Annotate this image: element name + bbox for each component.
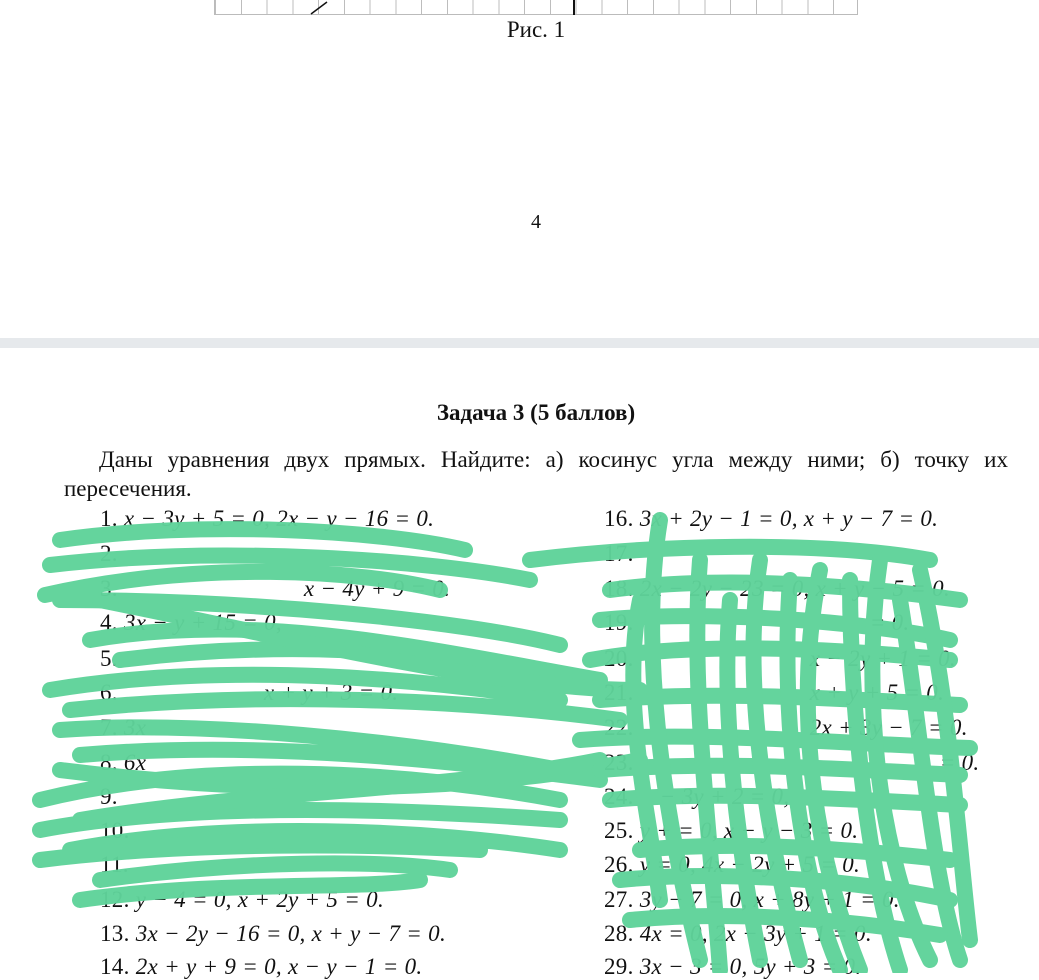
equation-number: 3. bbox=[100, 576, 118, 601]
task-text: Даны уравнения двух прямых. Найдите: а) косинус угла между ними; б) точку их пересечения. bbox=[64, 447, 1008, 501]
current-page bbox=[0, 348, 1039, 979]
equation-item bbox=[100, 750, 146, 776]
equation-number: 17. bbox=[604, 541, 634, 566]
page-separator bbox=[0, 338, 1039, 348]
equation-item bbox=[100, 887, 384, 913]
equation-text: 3x bbox=[123, 715, 147, 740]
equation-text: − 3y + 2 = 0, bbox=[659, 784, 790, 809]
equation-text: y + = 0, x − y − 3 = 0. bbox=[639, 818, 859, 843]
figure-caption: Рис. 1 bbox=[506, 17, 566, 42]
equation-text: 2x − 2y − 23 = 0, x + y − 5 = 0. bbox=[639, 576, 951, 601]
equation-item bbox=[604, 680, 944, 706]
equation-text: x − 2y + 1 = 0. bbox=[809, 646, 956, 671]
equation-number: 12. bbox=[100, 887, 130, 912]
equation-item bbox=[604, 576, 950, 602]
equation-text: x − 3y + 5 = 0, 2x − y − 16 = 0. bbox=[123, 506, 435, 531]
equation-item bbox=[100, 852, 129, 878]
equation-number: 6. bbox=[100, 680, 118, 705]
equation-item bbox=[604, 610, 909, 636]
equation-item bbox=[100, 784, 118, 810]
equation-text: = 0. bbox=[939, 750, 980, 775]
equation-item bbox=[100, 680, 398, 706]
equation-item bbox=[100, 646, 118, 672]
equation-number: 16. bbox=[604, 506, 634, 531]
equation-item bbox=[100, 576, 450, 602]
equation-number: 25. bbox=[604, 818, 634, 843]
equation-item bbox=[604, 921, 872, 947]
figure-lines bbox=[215, 0, 859, 15]
equation-number: 4. bbox=[100, 610, 118, 635]
equation-number: 28. bbox=[604, 921, 634, 946]
equation-item bbox=[100, 610, 282, 636]
equation-item bbox=[604, 818, 858, 844]
equation-item bbox=[100, 818, 130, 844]
equation-number: 27. bbox=[604, 887, 634, 912]
equation-number: 9. bbox=[100, 784, 118, 809]
equation-number: 8. bbox=[100, 750, 118, 775]
equations bbox=[0, 348, 1039, 979]
equation-text: 3x − 3 = 0, 5y + 3 = 0. bbox=[639, 954, 862, 979]
equation-text: 2x + 3y − 7 = 0. bbox=[809, 715, 968, 740]
equation-text: 4x = 0, 2x − 3y + 1 = 0. bbox=[639, 921, 872, 946]
equation-item bbox=[100, 921, 446, 947]
equation-item bbox=[604, 852, 860, 878]
equation-number: 10. bbox=[100, 818, 130, 843]
equation-number: 14. bbox=[100, 954, 130, 979]
equation-number: 13. bbox=[100, 921, 130, 946]
equation-text: y − 4 = 0, x + 2y + 5 = 0. bbox=[135, 887, 384, 912]
equation-number: 23. bbox=[604, 750, 634, 775]
equation-number: 19. bbox=[604, 610, 634, 635]
equation-number: 2. bbox=[100, 541, 118, 566]
equation-text: 3x − 2y − 16 = 0, x + y − 7 = 0. bbox=[135, 921, 447, 946]
equation-number: 20. bbox=[604, 646, 634, 671]
equation-number: 18. bbox=[604, 576, 634, 601]
task-title: Задача 3 (5 баллов) bbox=[436, 400, 636, 425]
equation-number: 7. bbox=[100, 715, 118, 740]
equation-text: = 0. bbox=[869, 610, 910, 635]
equation-number: 1. bbox=[100, 506, 118, 531]
equation-number: 26. bbox=[604, 852, 634, 877]
equation-item bbox=[604, 715, 968, 741]
equation-text: x + y + 5 = 0. bbox=[809, 680, 945, 705]
equation-text: 6x bbox=[123, 750, 147, 775]
equation-text: 3y − 7 = 0, x + 8y + 1 = 0. bbox=[639, 887, 900, 912]
previous-page bbox=[0, 0, 1039, 338]
equation-number: 22. bbox=[604, 715, 634, 740]
equation-item bbox=[100, 541, 118, 567]
equation-item bbox=[604, 887, 900, 913]
equation-text: x + y + 3 = 0. bbox=[263, 680, 399, 705]
page-number: 4 bbox=[531, 211, 541, 233]
equation-text: 3x + 2y − 1 = 0, x + y − 7 = 0. bbox=[639, 506, 939, 531]
equation-number: 11. bbox=[100, 852, 129, 877]
equation-item bbox=[100, 954, 422, 980]
equation-item bbox=[604, 750, 979, 776]
equation-item bbox=[604, 784, 789, 810]
equation-text: y = 0, 4x − 2y + 5 = 0. bbox=[639, 852, 861, 877]
equation-item bbox=[100, 715, 146, 741]
equation-text: 3x − y + 15 = 0, bbox=[123, 610, 282, 635]
equation-item bbox=[604, 646, 956, 672]
equation-item bbox=[604, 541, 634, 567]
equation-number: 5. bbox=[100, 646, 118, 671]
figure-grid bbox=[214, 0, 858, 15]
equation-number: 29. bbox=[604, 954, 634, 979]
equation-item bbox=[604, 506, 938, 532]
equation-text: x − 4y + 9 = 0. bbox=[303, 576, 451, 601]
equation-number: 24. bbox=[604, 784, 634, 809]
equation-number: 21. bbox=[604, 680, 634, 705]
equation-item bbox=[100, 506, 434, 532]
equation-text: 2x + y + 9 = 0, x − y − 1 = 0. bbox=[135, 954, 423, 979]
equation-item bbox=[604, 954, 861, 980]
